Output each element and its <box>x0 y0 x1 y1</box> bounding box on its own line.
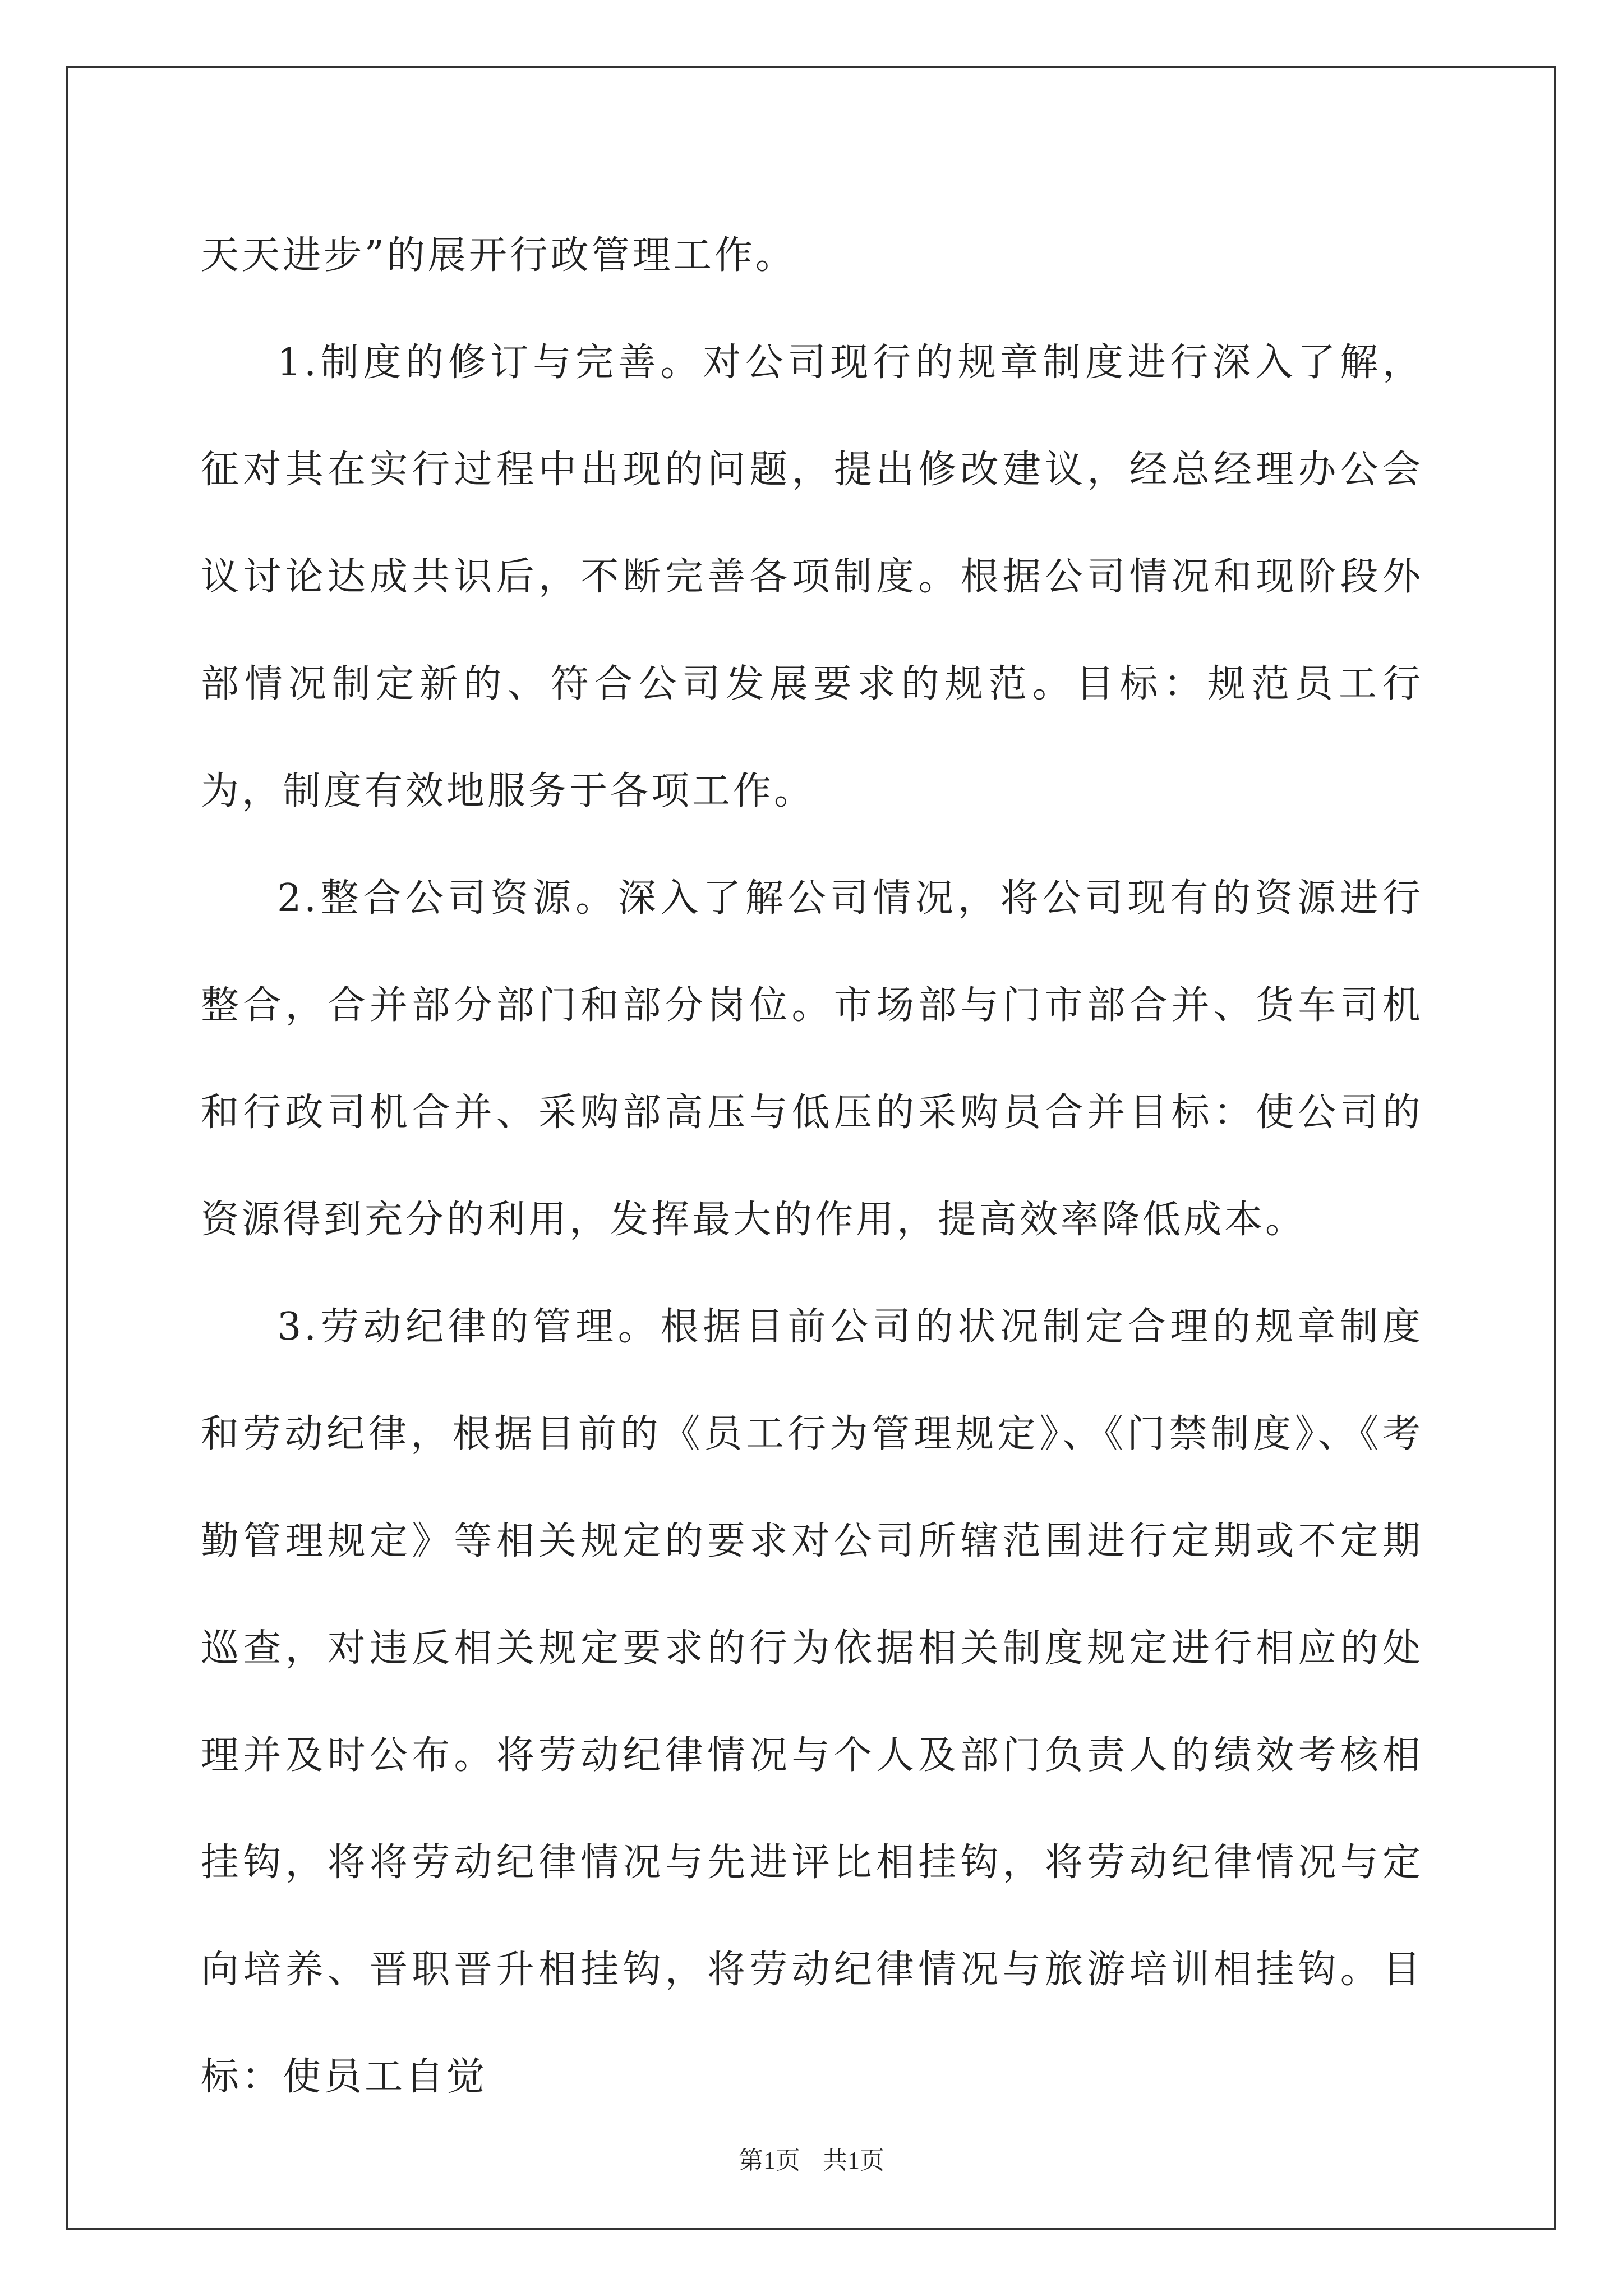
paragraph-continuation: 天天进步”的展开行政管理工作。 <box>201 233 796 278</box>
page-total: 共1页 <box>823 2147 884 2174</box>
page-number: 第1页 <box>739 2147 800 2174</box>
paragraph-item-2: 2.整合公司资源。深入了解公司情况，将公司现有的资源进行整合，合并部分部门和部分岗位。市场部与门市部合并、货车司机和行政司机合并、采购部高压与低压的采购员合并目标：使公司的资源得到充分的利用，发挥最大的作用，提高效率降低成本。 <box>201 876 1423 1242</box>
paragraph-item-1: 1.制度的修订与完善。对公司现行的规章制度进行深入了解，征对其在实行过程中出现的问题，提出修改建议，经总经理办公会议讨论达成共识后，不断完善各项制度。根据公司情况和现阶段外部情况制定新的、符合公司发展要求的规范。目标：规范员工行为，制度有效地服务于各项工作。 <box>201 341 1423 813</box>
paragraph-item-3: 3.劳动纪律的管理。根据目前公司的状况制定合理的规章制度和劳动纪律，根据目前的《员工行为管理规定》、《门禁制度》、《考勤管理规定》等相关规定的要求对公司所辖范围进行定期或不定期巡查，对违反相关规定要求的行为依据相关制度规定进行相应的处理并及时公布。将劳动纪律情况与个人及部门负责人的绩效考核相挂钩，将将劳动纪律情况与先进评比相挂钩，将劳动纪律情况与定向培养、晋职晋升相挂钩，将劳动纪律情况与旅游培训相挂钩。目标：使员工自觉 <box>201 1305 1423 2099</box>
page-footer <box>0 2140 1623 2176</box>
document-body <box>201 202 1423 2131</box>
